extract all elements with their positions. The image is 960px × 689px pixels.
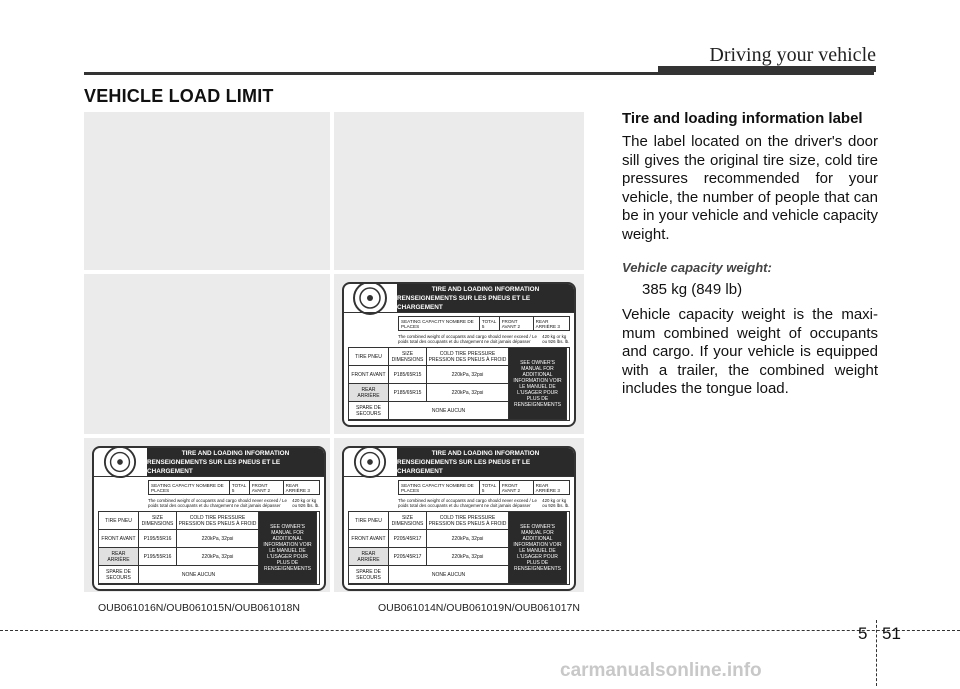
label-title-en: TIRE AND LOADING INFORMATION [431, 285, 540, 293]
spare-label: SPARE DE SECOURS [99, 566, 139, 584]
paragraph: Vehicle capacity weight is the maxi-mum combined weight of occupants and cargo. If your vehicle is equipped with a trailer, the combined weight includes the tongue load. [622, 306, 878, 397]
seating-front: FRONT AVANT 2 [500, 317, 534, 330]
header-rule [84, 72, 874, 75]
front-label: FRONT AVANT [99, 530, 139, 548]
header-cold: COLD TIRE PRESSURE PRESSION DES PNEUS À FROID [427, 348, 509, 366]
seating-capacity: SEATING CAPACITY NOMBRE DE PLACES [149, 481, 230, 494]
image-cell [84, 438, 330, 592]
caption-left: OUB061016N/OUB061015N/OUB061018N [98, 602, 300, 614]
label-title-fr: RENSEIGNEMENTS SUR LES PNEUS ET LE CHARGEMENT [147, 458, 281, 475]
chapter-number: 5 [858, 624, 868, 643]
combined-weight-value: 420 kg or kg ou 926 lbs. lb. [542, 334, 570, 344]
footer-rule [0, 630, 960, 631]
rear-label: REAR ARRIÈRE [349, 384, 389, 402]
page-number: 51 [882, 624, 901, 643]
spare-label: SPARE DE SECOURS [349, 402, 389, 420]
rear-pressure: 220kPa, 32psi [427, 384, 509, 402]
front-size: P185/65R15 [389, 366, 427, 384]
label-title-fr: RENSEIGNEMENTS SUR LES PNEUS ET LE CHARGEMENT [397, 294, 531, 311]
combined-weight-value: 420 kg or kg ou 926 lbs. lb. [542, 498, 570, 508]
front-size: P205/45R17 [389, 530, 427, 548]
header-tire: TIRE PNEU [99, 512, 139, 530]
wheel-icon [94, 448, 147, 476]
header-tire: TIRE PNEU [349, 512, 389, 530]
rear-label: REAR ARRIÈRE [99, 548, 139, 566]
tire-label [92, 446, 326, 591]
tire-table [348, 511, 570, 585]
spare-label: SPARE DE SECOURS [349, 566, 389, 584]
combined-weight-text: The combined weight of occupants and cargo should never exceed / Le poids total des occupants et du chargement ne doit jamais dépasser [148, 498, 287, 508]
seating-rear: REAR ARRIÈRE 3 [285, 482, 310, 493]
front-size: P195/55R16 [139, 530, 177, 548]
seating-front: FRONT AVANT 2 [250, 481, 284, 494]
seating-total: TOTAL 5 [230, 481, 250, 494]
seating-total: TOTAL 5 [480, 481, 500, 494]
front-pressure: 220kPa, 32psi [177, 530, 259, 548]
label-image-grid [84, 112, 584, 592]
image-cell [84, 112, 330, 270]
tire-table [98, 511, 320, 585]
header-size: SIZE DIMENSIONS [139, 512, 177, 530]
spare-value: NONE AUCUN [389, 566, 509, 584]
seating-capacity: SEATING CAPACITY NOMBRE DE PLACES [399, 317, 480, 330]
subheading: Tire and loading information label [622, 110, 863, 127]
tire-label [342, 282, 576, 427]
capacity-subheading: Vehicle capacity weight: [622, 260, 772, 275]
rear-pressure: 220kPa, 32psi [427, 548, 509, 566]
rear-size: P205/45R17 [389, 548, 427, 566]
image-cell [334, 274, 584, 434]
image-cell [334, 438, 584, 592]
chapter-title: Driving your vehicle [709, 44, 876, 66]
front-pressure: 220kPa, 32psi [427, 366, 509, 384]
rear-size: P185/65R15 [389, 384, 427, 402]
watermark: carmanualsonline.info [560, 660, 762, 681]
label-title-en: TIRE AND LOADING INFORMATION [431, 449, 540, 457]
seating-total: TOTAL 5 [480, 317, 500, 330]
seating-capacity: SEATING CAPACITY NOMBRE DE PLACES [399, 481, 480, 494]
section-title: VEHICLE LOAD LIMIT [84, 86, 274, 106]
body-text [622, 110, 878, 413]
owner-manual-note: SEE OWNER'S MANUAL FOR ADDITIONAL INFORMATION VOIR LE MANUEL DE L'USAGER POUR PLUS DE RENSEIGNEMENTS [509, 348, 567, 420]
header-size: SIZE DIMENSIONS [389, 348, 427, 366]
tire-table [348, 347, 570, 421]
header-rule-thick [658, 66, 876, 72]
combined-weight-text: The combined weight of occupants and cargo should never exceed / Le poids total des occupants et du chargement ne doit jamais dépasser [398, 498, 537, 508]
label-title-fr: RENSEIGNEMENTS SUR LES PNEUS ET LE CHARGEMENT [397, 458, 531, 475]
capacity-value: 385 kg (849 lb) [642, 281, 743, 298]
wheel-icon [344, 284, 397, 312]
wheel-icon [344, 448, 397, 476]
header-size: SIZE DIMENSIONS [389, 512, 427, 530]
rear-pressure: 220kPa, 32psi [177, 548, 259, 566]
spare-value: NONE AUCUN [139, 566, 259, 584]
seating-front: FRONT AVANT 2 [500, 481, 534, 494]
seating-rear: REAR ARRIÈRE 3 [535, 482, 560, 493]
combined-weight-value: 420 kg or kg ou 926 lbs. lb. [292, 498, 320, 508]
front-pressure: 220kPa, 32psi [427, 530, 509, 548]
label-title-en: TIRE AND LOADING INFORMATION [181, 449, 290, 457]
page-divider [876, 620, 877, 686]
rear-size: P195/55R16 [139, 548, 177, 566]
header-cold: COLD TIRE PRESSURE PRESSION DES PNEUS À FROID [427, 512, 509, 530]
paragraph: The label located on the driver's door sill gives the original tire size, cold tire pressures recommended for your vehicle, the number of people that can be in your vehicle and vehicle capacity weight. [622, 133, 878, 243]
owner-manual-note: SEE OWNER'S MANUAL FOR ADDITIONAL INFORMATION VOIR LE MANUEL DE L'USAGER POUR PLUS DE RENSEIGNEMENTS [259, 512, 317, 584]
spare-value: NONE AUCUN [389, 402, 509, 420]
rear-label: REAR ARRIÈRE [349, 548, 389, 566]
front-label: FRONT AVANT [349, 366, 389, 384]
front-label: FRONT AVANT [349, 530, 389, 548]
combined-weight-text: The combined weight of occupants and cargo should never exceed / Le poids total des occupants et du chargement ne doit jamais dépasser [398, 334, 537, 344]
seating-rear: REAR ARRIÈRE 3 [535, 318, 560, 329]
tire-label [342, 446, 576, 591]
header-cold: COLD TIRE PRESSURE PRESSION DES PNEUS À FROID [177, 512, 259, 530]
header-tire: TIRE PNEU [349, 348, 389, 366]
image-cell [334, 112, 584, 270]
caption-right: OUB061014N/OUB061019N/OUB061017N [378, 602, 580, 614]
image-cell [84, 274, 330, 434]
owner-manual-note: SEE OWNER'S MANUAL FOR ADDITIONAL INFORMATION VOIR LE MANUEL DE L'USAGER POUR PLUS DE RENSEIGNEMENTS [509, 512, 567, 584]
